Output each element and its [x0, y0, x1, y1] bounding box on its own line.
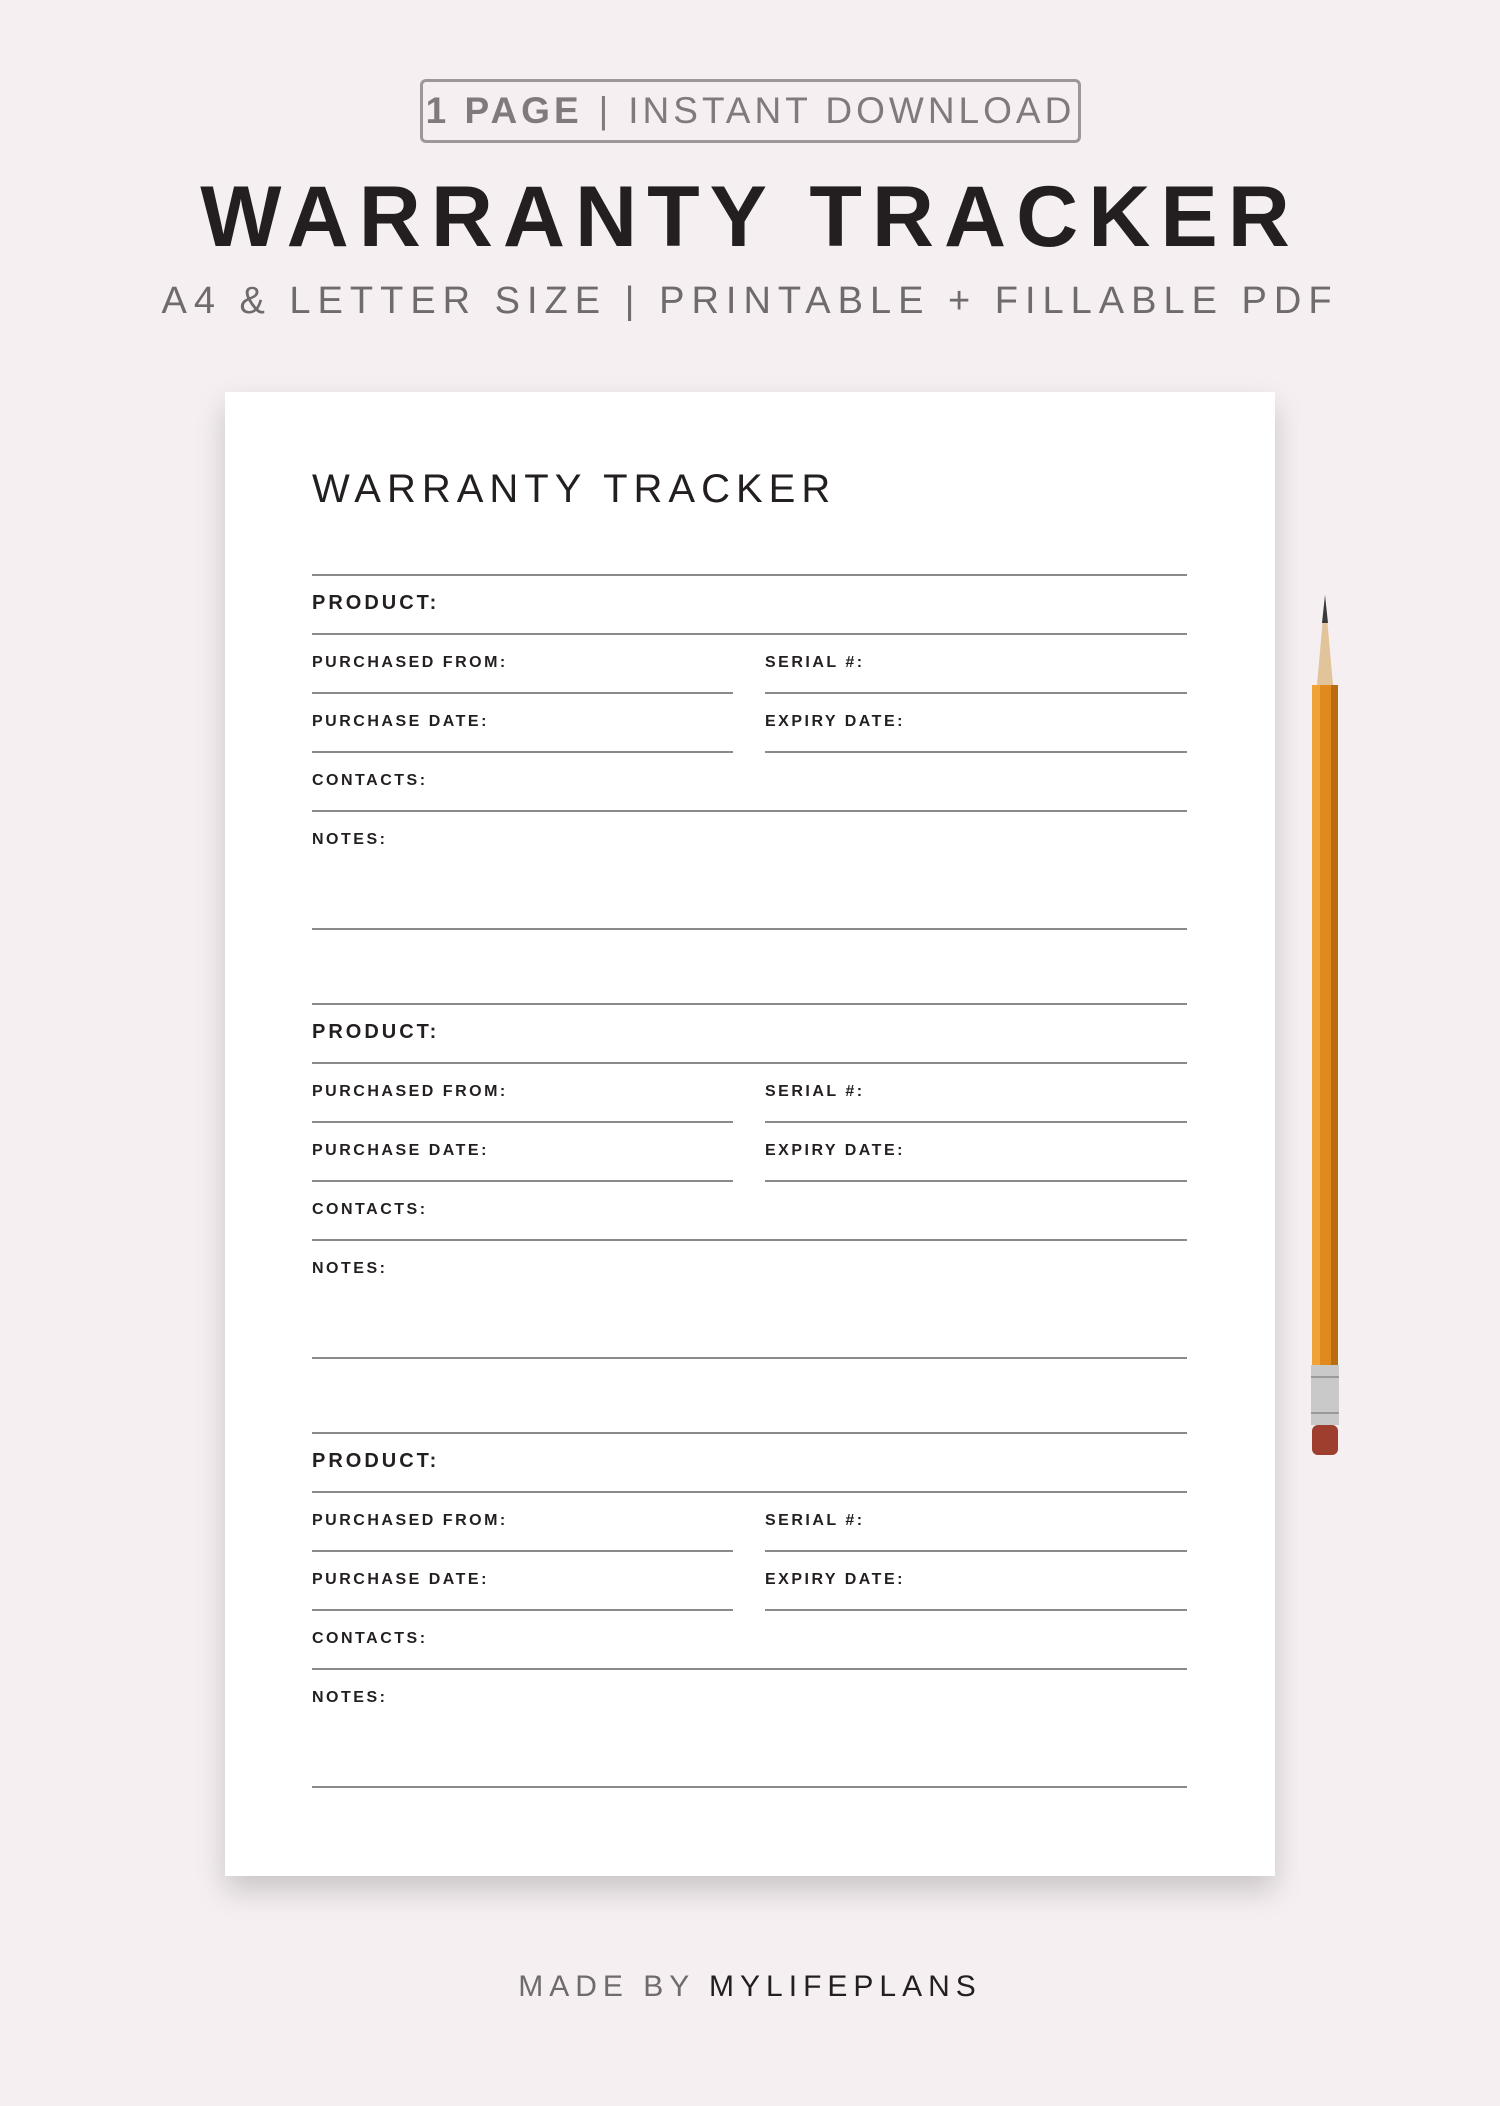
serial-field-line[interactable]	[765, 1121, 1187, 1123]
product-field-line[interactable]	[312, 1491, 1187, 1493]
page-subtitle: A4 & LETTER SIZE | PRINTABLE + FILLABLE PDF	[161, 280, 1339, 322]
notes-label: NOTES:	[312, 1689, 388, 1706]
expiry-date-field-line[interactable]	[765, 1609, 1187, 1611]
product-field-line[interactable]	[312, 633, 1187, 635]
purchase-date-label: PURCHASE DATE:	[312, 1571, 489, 1588]
serial-field-line[interactable]	[765, 1550, 1187, 1552]
purchased-from-field-line[interactable]	[312, 1550, 733, 1552]
purchase-date-field-line[interactable]	[312, 751, 733, 753]
format-badge	[420, 79, 1081, 143]
purchase-date-field-line[interactable]	[312, 1609, 733, 1611]
printable-sheet	[225, 392, 1275, 1876]
contacts-field-line[interactable]	[312, 1239, 1187, 1241]
footer-brand: MYLIFEPLANS	[709, 1970, 982, 2003]
contacts-label: CONTACTS:	[312, 772, 428, 789]
product-label: PRODUCT:	[312, 1450, 440, 1472]
serial-label: SERIAL #:	[765, 1512, 865, 1529]
contacts-field-line[interactable]	[312, 1668, 1187, 1670]
purchase-date-label: PURCHASE DATE:	[312, 1142, 489, 1159]
contacts-label: CONTACTS:	[312, 1630, 428, 1647]
badge-pages: 1 PAGE	[425, 90, 583, 131]
entry-top-rule[interactable]	[312, 1003, 1187, 1005]
purchased-from-field-line[interactable]	[312, 1121, 733, 1123]
notes-label: NOTES:	[312, 831, 388, 848]
contacts-field-line[interactable]	[312, 810, 1187, 812]
notes-field-line[interactable]	[312, 1786, 1187, 1788]
purchased-from-label: PURCHASED FROM:	[312, 1083, 508, 1100]
notes-field-line[interactable]	[312, 928, 1187, 930]
contacts-label: CONTACTS:	[312, 1201, 428, 1218]
purchased-from-field-line[interactable]	[312, 692, 733, 694]
purchased-from-label: PURCHASED FROM:	[312, 1512, 508, 1529]
purchase-date-field-line[interactable]	[312, 1180, 733, 1182]
product-field-line[interactable]	[312, 1062, 1187, 1064]
serial-label: SERIAL #:	[765, 1083, 865, 1100]
expiry-date-field-line[interactable]	[765, 751, 1187, 753]
expiry-date-label: EXPIRY DATE:	[765, 713, 905, 730]
badge-separator: |	[598, 90, 613, 131]
notes-label: NOTES:	[312, 1260, 388, 1277]
pencil-icon	[1305, 595, 1345, 1470]
footer-made-by: MADE BY	[518, 1970, 695, 2003]
serial-field-line[interactable]	[765, 692, 1187, 694]
page-title: WARRANTY TRACKER	[200, 169, 1300, 265]
sheet-title: WARRANTY TRACKER	[312, 467, 837, 511]
purchase-date-label: PURCHASE DATE:	[312, 713, 489, 730]
expiry-date-field-line[interactable]	[765, 1180, 1187, 1182]
expiry-date-label: EXPIRY DATE:	[765, 1142, 905, 1159]
expiry-date-label: EXPIRY DATE:	[765, 1571, 905, 1588]
serial-label: SERIAL #:	[765, 654, 865, 671]
footer-credit	[0, 1970, 1500, 2004]
purchased-from-label: PURCHASED FROM:	[312, 654, 508, 671]
notes-field-line[interactable]	[312, 1357, 1187, 1359]
entry-top-rule[interactable]	[312, 1432, 1187, 1434]
product-label: PRODUCT:	[312, 1021, 440, 1043]
badge-download: INSTANT DOWNLOAD	[628, 90, 1076, 131]
entry-top-rule[interactable]	[312, 574, 1187, 576]
product-label: PRODUCT:	[312, 592, 440, 614]
